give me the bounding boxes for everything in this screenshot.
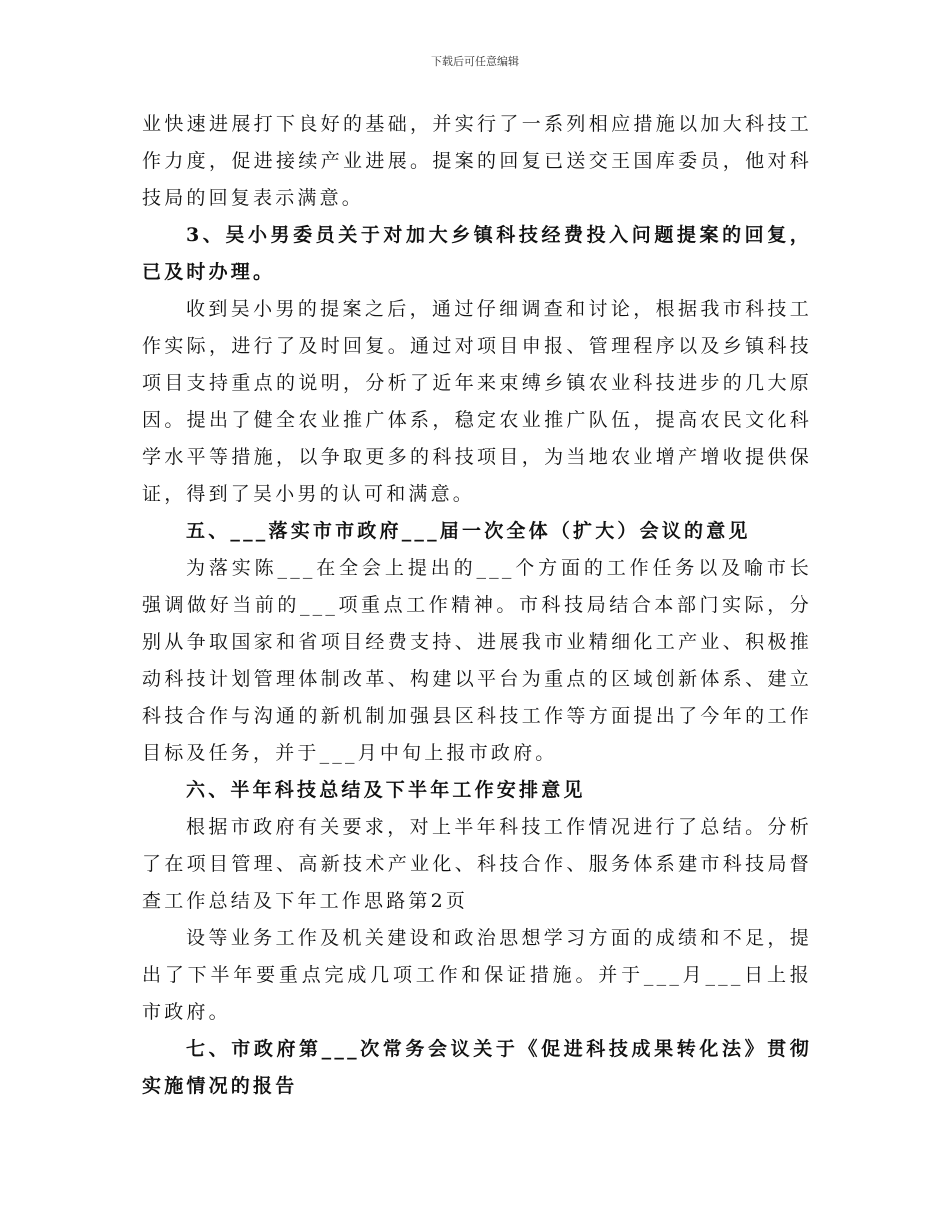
section-heading: 五、___落实市市政府___届一次全体（扩大）会议的意见: [186, 520, 751, 542]
paragraph: 设等业务工作及机关建设和政治思想学习方面的成绩和不足，提出了下半年要重点完成几项工作和保证措施。并于___月___日上报市政府。: [142, 927, 812, 1023]
section-heading: 六、半年科技总结及下半年工作安排意见: [186, 779, 586, 801]
paragraph: 业快速进展打下良好的基础，并实行了一系列相应措施以加大科技工作力度，促进接续产业进展。提案的回复已送交王国库委员，他对科技局的回复表示满意。: [142, 113, 812, 209]
paragraph: 根据市政府有关要求，对上半年科技工作情况进行了总结。分析了在项目管理、高新技术产业化、科技合作、服务体系建市科技局督查工作总结及下年工作思路第2页: [142, 816, 812, 912]
document-body: [142, 106, 812, 1105]
paragraph: 收到吴小男的提案之后，通过仔细调查和讨论，根据我市科技工作实际，进行了及时回复。通过对项目申报、管理程序以及乡镇科技项目支持重点的说明，分析了近年来束缚乡镇农业科技进步的几大原因。提出了健全农业推广体系，稳定农业推广队伍，提高农民文化科学水平等措施，以争取更多的科技项目，为当地农业增产增收提供保证，得到了吴小男的认可和满意。: [142, 298, 812, 505]
section-heading: 七、市政府第___次常务会议关于《促进科技成果转化法》贯彻实施情况的报告: [142, 1038, 812, 1097]
page-header: 下载后可任意编辑: [431, 55, 519, 68]
section-heading: 3、吴小男委员关于对加大乡镇科技经费投入问题提案的回复，已及时办理。: [142, 224, 812, 283]
paragraph: 为落实陈___在全会上提出的___个方面的工作任务以及喻市长强调做好当前的___项重点工作精神。市科技局结合本部门实际，分别从争取国家和省项目经费支持、进展我市业精细化工产业、积极推动科技计划管理体制改革、构建以平台为重点的区域创新体系、建立科技合作与沟通的新机制加强县区科技工作等方面提出了今年的工作目标及任务，并于___月中旬上报市政府。: [142, 557, 812, 764]
